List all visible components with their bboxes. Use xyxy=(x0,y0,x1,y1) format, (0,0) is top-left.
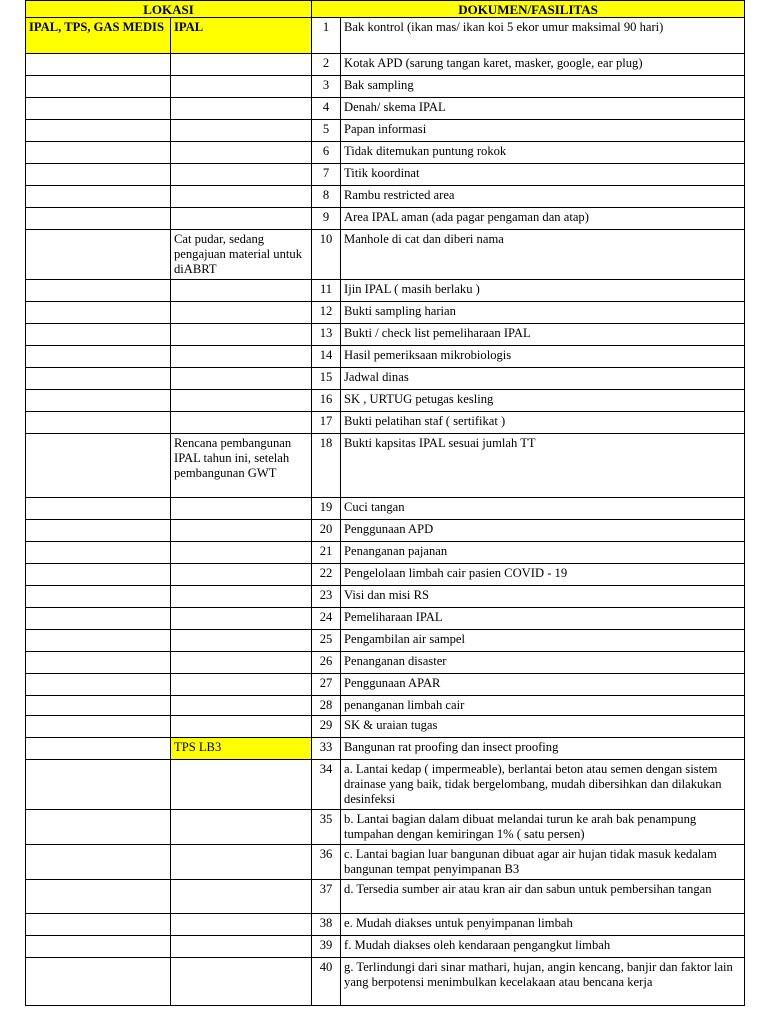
sublocation-cell xyxy=(171,412,312,434)
location-cell xyxy=(26,542,171,564)
table-row xyxy=(26,324,745,346)
sublocation-cell xyxy=(171,186,312,208)
table-row xyxy=(26,164,745,186)
table-row xyxy=(26,346,745,368)
item-text: f. Mudah diakses oleh kendaraan pengangkut limbah xyxy=(341,936,745,958)
sublocation-cell xyxy=(171,696,312,716)
location-cell xyxy=(26,208,171,230)
item-number: 19 xyxy=(312,498,341,520)
table-row xyxy=(26,630,745,652)
item-number: 22 xyxy=(312,564,341,586)
item-number: 8 xyxy=(312,186,341,208)
item-text: Cuci tangan xyxy=(341,498,745,520)
header-lokasi: LOKASI xyxy=(26,1,312,18)
sublocation-cell xyxy=(171,760,312,810)
item-number: 9 xyxy=(312,208,341,230)
item-number: 34 xyxy=(312,760,341,810)
item-number: 38 xyxy=(312,914,341,936)
item-number: 7 xyxy=(312,164,341,186)
sublocation-cell xyxy=(171,586,312,608)
item-text: Rambu restricted area xyxy=(341,186,745,208)
table-row xyxy=(26,208,745,230)
item-number: 6 xyxy=(312,142,341,164)
item-text: Bak sampling xyxy=(341,76,745,98)
sublocation-cell: Rencana pembangunan IPAL tahun ini, setelah pembangunan GWT xyxy=(171,434,312,498)
table-row xyxy=(26,120,745,142)
sublocation-cell xyxy=(171,208,312,230)
table-row xyxy=(26,542,745,564)
sublocation-cell xyxy=(171,390,312,412)
header-row xyxy=(26,1,745,18)
item-number: 20 xyxy=(312,520,341,542)
location-cell xyxy=(26,230,171,280)
item-text: Bak kontrol (ikan mas/ ikan koi 5 ekor umur maksimal 90 hari) xyxy=(341,18,745,54)
table-row xyxy=(26,186,745,208)
sublocation-cell xyxy=(171,542,312,564)
table-row xyxy=(26,958,745,1006)
sublocation-cell xyxy=(171,498,312,520)
item-number: 25 xyxy=(312,630,341,652)
sublocation-cell: IPAL xyxy=(171,18,312,54)
item-text: Manhole di cat dan diberi nama xyxy=(341,230,745,280)
location-cell xyxy=(26,186,171,208)
item-number: 27 xyxy=(312,674,341,696)
table-row xyxy=(26,368,745,390)
location-cell xyxy=(26,76,171,98)
table-row xyxy=(26,914,745,936)
item-number: 29 xyxy=(312,716,341,738)
item-number: 16 xyxy=(312,390,341,412)
table-row xyxy=(26,810,745,845)
item-text: Pemeliharaan IPAL xyxy=(341,608,745,630)
sublocation-cell xyxy=(171,880,312,914)
checklist-table xyxy=(25,0,745,1006)
sublocation-cell xyxy=(171,164,312,186)
location-cell xyxy=(26,608,171,630)
item-text: d. Tersedia sumber air atau kran air dan sabun untuk pembersihan tangan xyxy=(341,880,745,914)
item-number: 17 xyxy=(312,412,341,434)
location-cell xyxy=(26,280,171,302)
item-text: Ijin IPAL ( masih berlaku ) xyxy=(341,280,745,302)
location-cell xyxy=(26,810,171,845)
table-row xyxy=(26,936,745,958)
sublocation-cell xyxy=(171,76,312,98)
item-number: 3 xyxy=(312,76,341,98)
location-cell xyxy=(26,520,171,542)
item-text: Area IPAL aman (ada pagar pengaman dan atap) xyxy=(341,208,745,230)
location-cell xyxy=(26,586,171,608)
item-text: Penanganan disaster xyxy=(341,652,745,674)
sublocation-cell xyxy=(171,564,312,586)
header-dokumen-fasilitas: DOKUMEN/FASILITAS xyxy=(312,1,745,18)
sublocation-cell xyxy=(171,608,312,630)
item-number: 36 xyxy=(312,845,341,880)
sublocation-cell xyxy=(171,346,312,368)
location-cell xyxy=(26,652,171,674)
item-number: 37 xyxy=(312,880,341,914)
location-cell xyxy=(26,412,171,434)
table-row xyxy=(26,412,745,434)
item-text: Penggunaan APAR xyxy=(341,674,745,696)
item-text: Denah/ skema IPAL xyxy=(341,98,745,120)
sublocation-cell xyxy=(171,120,312,142)
item-text: Pengelolaan limbah cair pasien COVID - 19 xyxy=(341,564,745,586)
table-row xyxy=(26,54,745,76)
item-number: 39 xyxy=(312,936,341,958)
table-row xyxy=(26,142,745,164)
item-number: 26 xyxy=(312,652,341,674)
location-cell xyxy=(26,120,171,142)
item-text: Pengambilan air sampel xyxy=(341,630,745,652)
sublocation-cell xyxy=(171,716,312,738)
table-row xyxy=(26,696,745,716)
item-text: Bangunan rat proofing dan insect proofing xyxy=(341,738,745,760)
item-text: c. Lantai bagian luar bangunan dibuat agar air hujan tidak masuk kedalam bangunan tempat penyimpanan B3 xyxy=(341,845,745,880)
table-row xyxy=(26,98,745,120)
table-row xyxy=(26,390,745,412)
sublocation-cell xyxy=(171,520,312,542)
sublocation-cell xyxy=(171,368,312,390)
item-number: 18 xyxy=(312,434,341,498)
sublocation-cell xyxy=(171,98,312,120)
item-text: Papan informasi xyxy=(341,120,745,142)
item-text: Penanganan pajanan xyxy=(341,542,745,564)
location-cell xyxy=(26,936,171,958)
sublocation-cell xyxy=(171,674,312,696)
table-row xyxy=(26,586,745,608)
sublocation-cell xyxy=(171,280,312,302)
item-text: Visi dan misi RS xyxy=(341,586,745,608)
item-number: 33 xyxy=(312,738,341,760)
item-number: 35 xyxy=(312,810,341,845)
location-cell xyxy=(26,368,171,390)
table-row xyxy=(26,674,745,696)
location-cell xyxy=(26,845,171,880)
item-text: Bukti / check list pemeliharaan IPAL xyxy=(341,324,745,346)
sublocation-cell xyxy=(171,914,312,936)
item-number: 5 xyxy=(312,120,341,142)
sublocation-cell: Cat pudar, sedang pengajuan material untuk diABRT xyxy=(171,230,312,280)
table-row xyxy=(26,302,745,324)
sublocation-cell xyxy=(171,652,312,674)
sublocation-cell xyxy=(171,142,312,164)
location-cell xyxy=(26,630,171,652)
item-text: e. Mudah diakses untuk penyimpanan limbah xyxy=(341,914,745,936)
location-cell xyxy=(26,98,171,120)
item-text: penanganan limbah cair xyxy=(341,696,745,716)
item-number: 21 xyxy=(312,542,341,564)
sublocation-cell xyxy=(171,958,312,1006)
item-number: 28 xyxy=(312,696,341,716)
item-text: Penggunaan APD xyxy=(341,520,745,542)
item-text: a. Lantai kedap ( impermeable), berlantai beton atau semen dengan sistem drainase yang baik, tidak bergelombang, mudah dibersihkan dan dilakukan desinfeksi xyxy=(341,760,745,810)
sublocation-cell xyxy=(171,630,312,652)
item-number: 14 xyxy=(312,346,341,368)
location-cell xyxy=(26,564,171,586)
location-cell xyxy=(26,760,171,810)
location-cell xyxy=(26,302,171,324)
item-text: Bukti pelatihan staf ( sertifikat ) xyxy=(341,412,745,434)
location-cell xyxy=(26,958,171,1006)
table-row xyxy=(26,880,745,914)
item-text: SK , URTUG petugas kesling xyxy=(341,390,745,412)
location-cell xyxy=(26,880,171,914)
location-cell xyxy=(26,164,171,186)
table-row xyxy=(26,76,745,98)
location-cell xyxy=(26,54,171,76)
item-text: Jadwal dinas xyxy=(341,368,745,390)
table-row xyxy=(26,230,745,280)
table-row xyxy=(26,18,745,54)
item-number: 15 xyxy=(312,368,341,390)
item-number: 1 xyxy=(312,18,341,54)
item-text: Kotak APD (sarung tangan karet, masker, google, ear plug) xyxy=(341,54,745,76)
item-number: 2 xyxy=(312,54,341,76)
item-text: Bukti kapsitas IPAL sesuai jumlah TT xyxy=(341,434,745,498)
item-number: 23 xyxy=(312,586,341,608)
item-text: Hasil pemeriksaan mikrobiologis xyxy=(341,346,745,368)
table-row xyxy=(26,434,745,498)
table-row xyxy=(26,564,745,586)
item-number: 13 xyxy=(312,324,341,346)
location-cell xyxy=(26,498,171,520)
location-cell xyxy=(26,738,171,760)
location-cell xyxy=(26,696,171,716)
table-row xyxy=(26,498,745,520)
sublocation-cell xyxy=(171,324,312,346)
location-cell xyxy=(26,324,171,346)
item-text: SK & uraian tugas xyxy=(341,716,745,738)
sublocation-cell xyxy=(171,302,312,324)
table-row xyxy=(26,652,745,674)
table-row xyxy=(26,520,745,542)
table-row xyxy=(26,760,745,810)
location-cell: IPAL, TPS, GAS MEDIS xyxy=(26,18,171,54)
location-cell xyxy=(26,914,171,936)
table-row xyxy=(26,280,745,302)
item-number: 10 xyxy=(312,230,341,280)
item-text: Titik koordinat xyxy=(341,164,745,186)
item-text: b. Lantai bagian dalam dibuat melandai turun ke arah bak penampung tumpahan dengan kemiringan 1% ( satu persen) xyxy=(341,810,745,845)
location-cell xyxy=(26,390,171,412)
item-number: 24 xyxy=(312,608,341,630)
sublocation-cell: TPS LB3 xyxy=(171,738,312,760)
location-cell xyxy=(26,434,171,498)
item-text: Tidak ditemukan puntung rokok xyxy=(341,142,745,164)
location-cell xyxy=(26,346,171,368)
item-number: 11 xyxy=(312,280,341,302)
table-row xyxy=(26,738,745,760)
location-cell xyxy=(26,674,171,696)
table-row xyxy=(26,608,745,630)
location-cell xyxy=(26,142,171,164)
table-row xyxy=(26,845,745,880)
item-text: g. Terlindungi dari sinar mathari, hujan, angin kencang, banjir dan faktor lain yang berpotensi menimbulkan kecelakaan atau bencana kerja xyxy=(341,958,745,1006)
sublocation-cell xyxy=(171,54,312,76)
item-number: 12 xyxy=(312,302,341,324)
item-text: Bukti sampling harian xyxy=(341,302,745,324)
item-number: 40 xyxy=(312,958,341,1006)
sublocation-cell xyxy=(171,810,312,845)
location-cell xyxy=(26,716,171,738)
sublocation-cell xyxy=(171,845,312,880)
item-number: 4 xyxy=(312,98,341,120)
sublocation-cell xyxy=(171,936,312,958)
table-row xyxy=(26,716,745,738)
